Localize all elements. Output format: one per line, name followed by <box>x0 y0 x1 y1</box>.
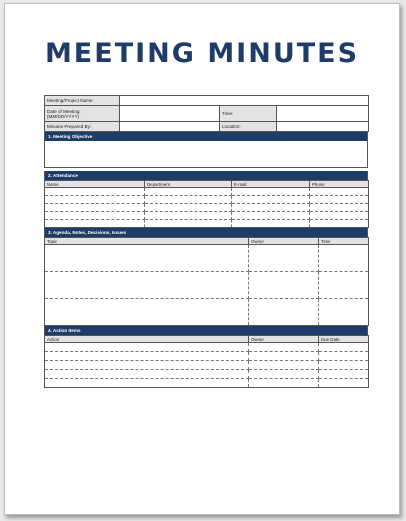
table-cell[interactable] <box>319 370 369 379</box>
table-cell[interactable] <box>249 370 319 379</box>
table-cell[interactable] <box>45 212 145 220</box>
table-cell[interactable] <box>249 299 319 326</box>
time-label: Time: <box>220 106 277 122</box>
table-cell[interactable] <box>310 188 369 196</box>
table-row <box>45 379 369 388</box>
table-cell[interactable] <box>45 188 145 196</box>
table-cell[interactable] <box>249 352 319 361</box>
table-cell[interactable] <box>249 343 319 352</box>
table-row <box>45 343 369 352</box>
table-row <box>45 212 369 220</box>
table-cell[interactable] <box>310 196 369 204</box>
table-cell[interactable] <box>232 212 310 220</box>
table-cell[interactable] <box>249 272 319 299</box>
table-row <box>45 361 369 370</box>
col-owner: Owner <box>249 238 319 245</box>
table-cell[interactable] <box>319 352 369 361</box>
table-cell[interactable] <box>319 299 369 326</box>
table-cell[interactable] <box>319 361 369 370</box>
attendance-table <box>44 180 369 228</box>
table-cell[interactable] <box>145 212 232 220</box>
col-name: Name <box>45 181 145 188</box>
project-name-label: Meeting/Project Name: <box>45 96 120 106</box>
table-cell[interactable] <box>232 188 310 196</box>
location-label: Location: <box>220 122 277 132</box>
section-header-action-items: 4. Action Items <box>44 326 368 335</box>
table-cell[interactable] <box>232 220 310 228</box>
table-row <box>45 272 369 299</box>
table-cell[interactable] <box>310 212 369 220</box>
table-cell[interactable] <box>45 220 145 228</box>
location-field[interactable] <box>277 122 369 132</box>
table-cell[interactable] <box>319 272 369 299</box>
table-cell[interactable] <box>145 204 232 212</box>
table-row <box>45 245 369 272</box>
table-cell[interactable] <box>45 370 249 379</box>
col-phone: Phone <box>310 181 369 188</box>
col-action: Action <box>45 336 249 343</box>
table-cell[interactable] <box>310 220 369 228</box>
table-row <box>45 188 369 196</box>
table-cell[interactable] <box>45 379 249 388</box>
table-cell[interactable] <box>145 220 232 228</box>
table-cell[interactable] <box>45 272 249 299</box>
table-cell[interactable] <box>249 361 319 370</box>
col-topic: Topic <box>45 238 249 245</box>
prepared-by-label: Minutes Prepared By: <box>45 122 120 132</box>
objective-field[interactable] <box>44 141 368 168</box>
action-items-table <box>44 335 369 388</box>
table-row <box>45 196 369 204</box>
table-row <box>45 352 369 361</box>
minutes-form <box>44 95 368 388</box>
meeting-date-label: Date of Meeting: (MM/DD/YYYY) <box>45 106 120 122</box>
section-header-agenda: 3. Agenda, Notes, Decisions, Issues <box>44 228 368 237</box>
table-cell[interactable] <box>45 343 249 352</box>
prepared-by-field[interactable] <box>120 122 220 132</box>
col-email: E-mail <box>232 181 310 188</box>
table-cell[interactable] <box>319 379 369 388</box>
page-title: MEETING MINUTES <box>44 38 360 69</box>
table-cell[interactable] <box>310 204 369 212</box>
section-header-objective: 1. Meeting Objective <box>44 132 368 141</box>
table-cell[interactable] <box>319 245 369 272</box>
table-cell[interactable] <box>45 245 249 272</box>
table-cell[interactable] <box>232 204 310 212</box>
meeting-info-table <box>44 95 369 132</box>
table-cell[interactable] <box>319 343 369 352</box>
section-header-attendance: 2. Attendance <box>44 171 368 180</box>
table-cell[interactable] <box>145 188 232 196</box>
table-row <box>45 204 369 212</box>
document-page <box>4 3 400 515</box>
project-name-field[interactable] <box>120 96 369 106</box>
meeting-date-field[interactable] <box>120 106 220 122</box>
agenda-table <box>44 237 369 326</box>
table-cell[interactable] <box>45 204 145 212</box>
col-department: Department <box>145 181 232 188</box>
table-cell[interactable] <box>45 299 249 326</box>
table-cell[interactable] <box>45 361 249 370</box>
table-row <box>45 370 369 379</box>
col-due-date: Due Date <box>319 336 369 343</box>
col-time: Time <box>319 238 369 245</box>
table-cell[interactable] <box>249 379 319 388</box>
table-cell[interactable] <box>249 245 319 272</box>
table-row <box>45 220 369 228</box>
table-cell[interactable] <box>45 196 145 204</box>
table-row <box>45 299 369 326</box>
table-cell[interactable] <box>145 196 232 204</box>
table-cell[interactable] <box>45 352 249 361</box>
col-owner: Owner <box>249 336 319 343</box>
time-field[interactable] <box>277 106 369 122</box>
table-cell[interactable] <box>232 196 310 204</box>
